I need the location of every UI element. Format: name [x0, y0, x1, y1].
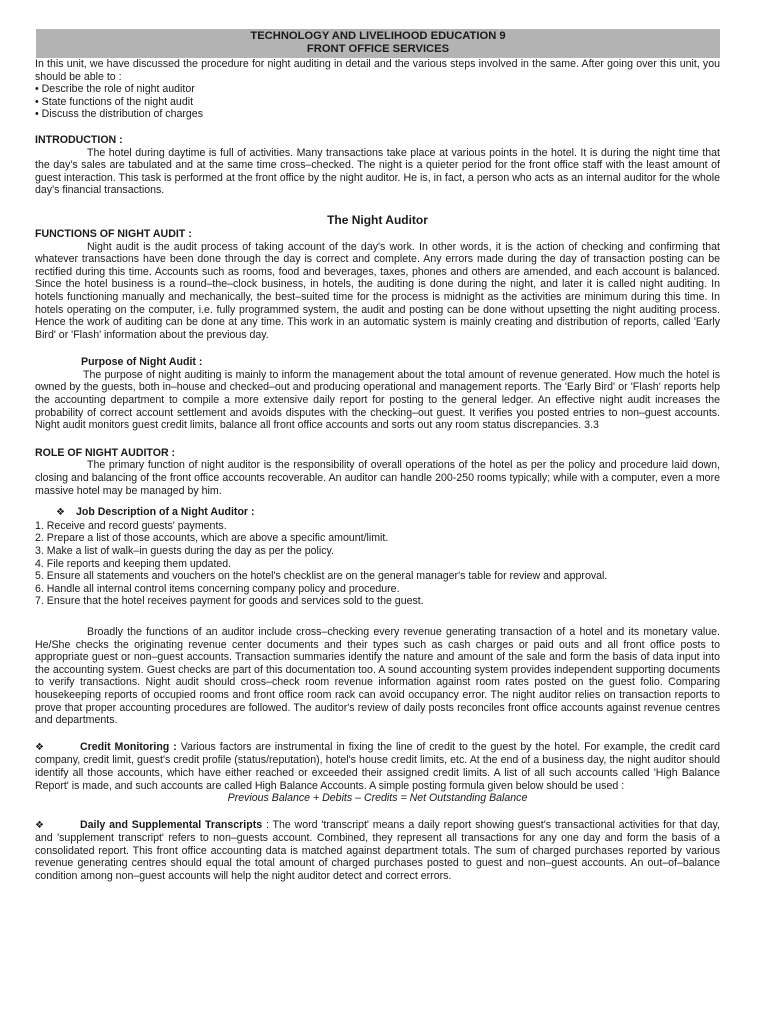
job-duty-item: 5. Ensure all statements and vouchers on the hotel's checklist are on the general manager's table for review and approval. [35, 570, 608, 583]
functions-heading: FUNCTIONS OF NIGHT AUDIT : [35, 227, 192, 240]
purpose-heading: Purpose of Night Audit : [81, 356, 203, 369]
job-duty-item: 3. Make a list of walk–in guests during the day as per the policy. [35, 545, 334, 557]
document-body [35, 58, 720, 883]
job-duty-item: 1. Receive and record guests' payments. [35, 519, 227, 532]
objectives-list [35, 83, 720, 121]
purpose-text: The purpose of night auditing is mainly to inform the management about the total amount of revenue generated. How much the hotel is owned by the guests, both in–house and checked–out and producing operational and management reports. The 'Early Bird' or 'Flash' reports help the accounting department to compile a more extensive daily report for posting to the general ledger. An effective night audit increases the probability of correct account settlement and avoids disputes with the checking–out guest. It verifies you posted entries to non–guest accounts. Night audit monitors guest credit limits, balance all front office accounts and sorts out any room status discrepancies. 3.3 [35, 368, 720, 432]
job-duty-item: 2. Prepare a list of those accounts, which are above a specific amount/limit. [35, 532, 389, 545]
objective-item: • Discuss the distribution of charges [35, 108, 720, 121]
objective-item: • Describe the role of night auditor [35, 83, 720, 96]
transcripts-text: : The word 'transcript' means a daily report showing guest's transactional activities for that day, and 'supplement transcript' refers to non–guests account. Combined, they represent all transactions for any one day and form the basis of a consolidated report. This front office accounting data is matched against department totals. The sum of charged purchases reported by various revenue generating centres should equal the total amount of charged purchases posted to guest and non–guest accounts. An out–of–balance condition among non–guest accounts will help the night auditor detect and correct errors. [35, 818, 720, 883]
header-module-title: FRONT OFFICE SERVICES [306, 43, 450, 55]
intro-paragraph: In this unit, we have discussed the procedure for night auditing in detail and the various steps involved in the same. After going over this unit, you should be able to : [35, 58, 720, 83]
balance-formula: Previous Balance + Debits – Credits = Net Outstanding Balance [227, 792, 528, 805]
broad-functions-text: Broadly the functions of an auditor include cross–checking every revenue generating transaction of a hotel and its monetary value. He/She checks the originating revenue center documents and their types such as cash charges or paid outs and all front office posts to appropriate guest or non–guest accounts. Transaction summaries identify the nature and amount of the sale and form the basis of data input into the accounting system. Guest checks are part of this documentation too. A sound accounting system provides independent supporting documents to verify transactions. Night audit should cross–check room revenue information against room rates posted on the guest folio. Comparing housekeeping reports of occupied rooms and front office room rack can avoid occupancy error. The night auditor relies on transaction reports to prove that proper accounting procedures are followed. The auditor's review of daily posts reconciles front office accounts against revenue centres and departments. [35, 625, 720, 727]
credit-monitoring-paragraph [35, 741, 720, 792]
diamond-bullet-icon: ❖ [35, 741, 44, 753]
job-description-heading-text: Job Description of a Night Auditor : [76, 506, 255, 519]
transcripts-paragraph [35, 819, 720, 883]
introduction-text: The hotel during daytime is full of activities. Many transactions take place at various points in the hotel. It is during the night time that the day's sales are tabulated and at the same time cross–checked. The night is a quieter period for the front office staff with the least amount of guest interaction. This task is performed at the front office by the night auditor. He is, in fact, a person who acts as an internal auditor for the whole day's financial transactions. [35, 146, 720, 197]
credit-monitoring-text: Various factors are instrumental in fixing the line of credit to the guest by the hotel. For example, the credit card company, credit limit, guest's credit profile (status/reputation), hotel's house credit limits, etc. At the end of a business day, the night auditor should identify all those accounts, which have either reached or exceeded their assigned credit limits. A list of all such accounts called 'High Balance Report' is made, and such accounts are called High Balance Accounts. A simple posting formula given below should be used : [35, 740, 720, 792]
job-duty-item: 6. Handle all internal control items concerning company policy and procedure. [35, 582, 400, 595]
introduction-heading: INTRODUCTION : [35, 133, 123, 146]
job-duties-list [35, 520, 720, 608]
job-duty-item: 7. Ensure that the hotel receives payment for goods and services sold to the guest. [35, 595, 424, 608]
role-text: The primary function of night auditor is the responsibility of overall operations of the hotel as per the policy and procedure laid down, closing and balancing of the front office accounts recoverable. An auditor can handle 200-250 rooms typically; while with a computer, even a more massive hotel may be managed by him. [35, 459, 720, 497]
transcripts-heading: Daily and Supplemental Transcripts [80, 818, 263, 831]
job-description-heading [35, 506, 720, 520]
night-auditor-title: The Night Auditor [327, 212, 428, 227]
objective-item: • State functions of the night audit [35, 96, 720, 109]
diamond-bullet-icon: ❖ [35, 819, 44, 831]
document-header [36, 29, 720, 58]
diamond-bullet-icon: ❖ [56, 507, 65, 519]
credit-monitoring-heading: Credit Monitoring : [80, 740, 177, 753]
job-duty-item: 4. File reports and keeping them updated. [35, 557, 232, 570]
role-heading: ROLE OF NIGHT AUDITOR : [35, 446, 176, 459]
header-subject-title: TECHNOLOGY AND LIVELIHOOD EDUCATION 9 [250, 30, 506, 42]
functions-text: Night audit is the audit process of taking account of the day's work. In other words, it is the action of checking and confirming that whatever transactions have been done through the day is correct and complete. Any errors made during the day of transaction posting can be rectified during this time. Accounts such as rooms, food and beverages, taxes, phones and others are amended, and each account is balanced. Since the hotel business is a round–the–clock business, in hotels, the auditing is done during the night, and later it is called night auditing. In hotels functioning manually and mechanically, the best–suited time for the process is midnight as the activities are minimum during this time. In hotels operating on the computer, i.e. fully programmed system, the audit and posting can be done without upsetting the night auditing process. Hence the work of auditing can be done at any time. This work in an automatic system is mainly creating and distribution of reports, called 'Early Bird' or 'Flash' information about the previous day. [35, 240, 720, 341]
